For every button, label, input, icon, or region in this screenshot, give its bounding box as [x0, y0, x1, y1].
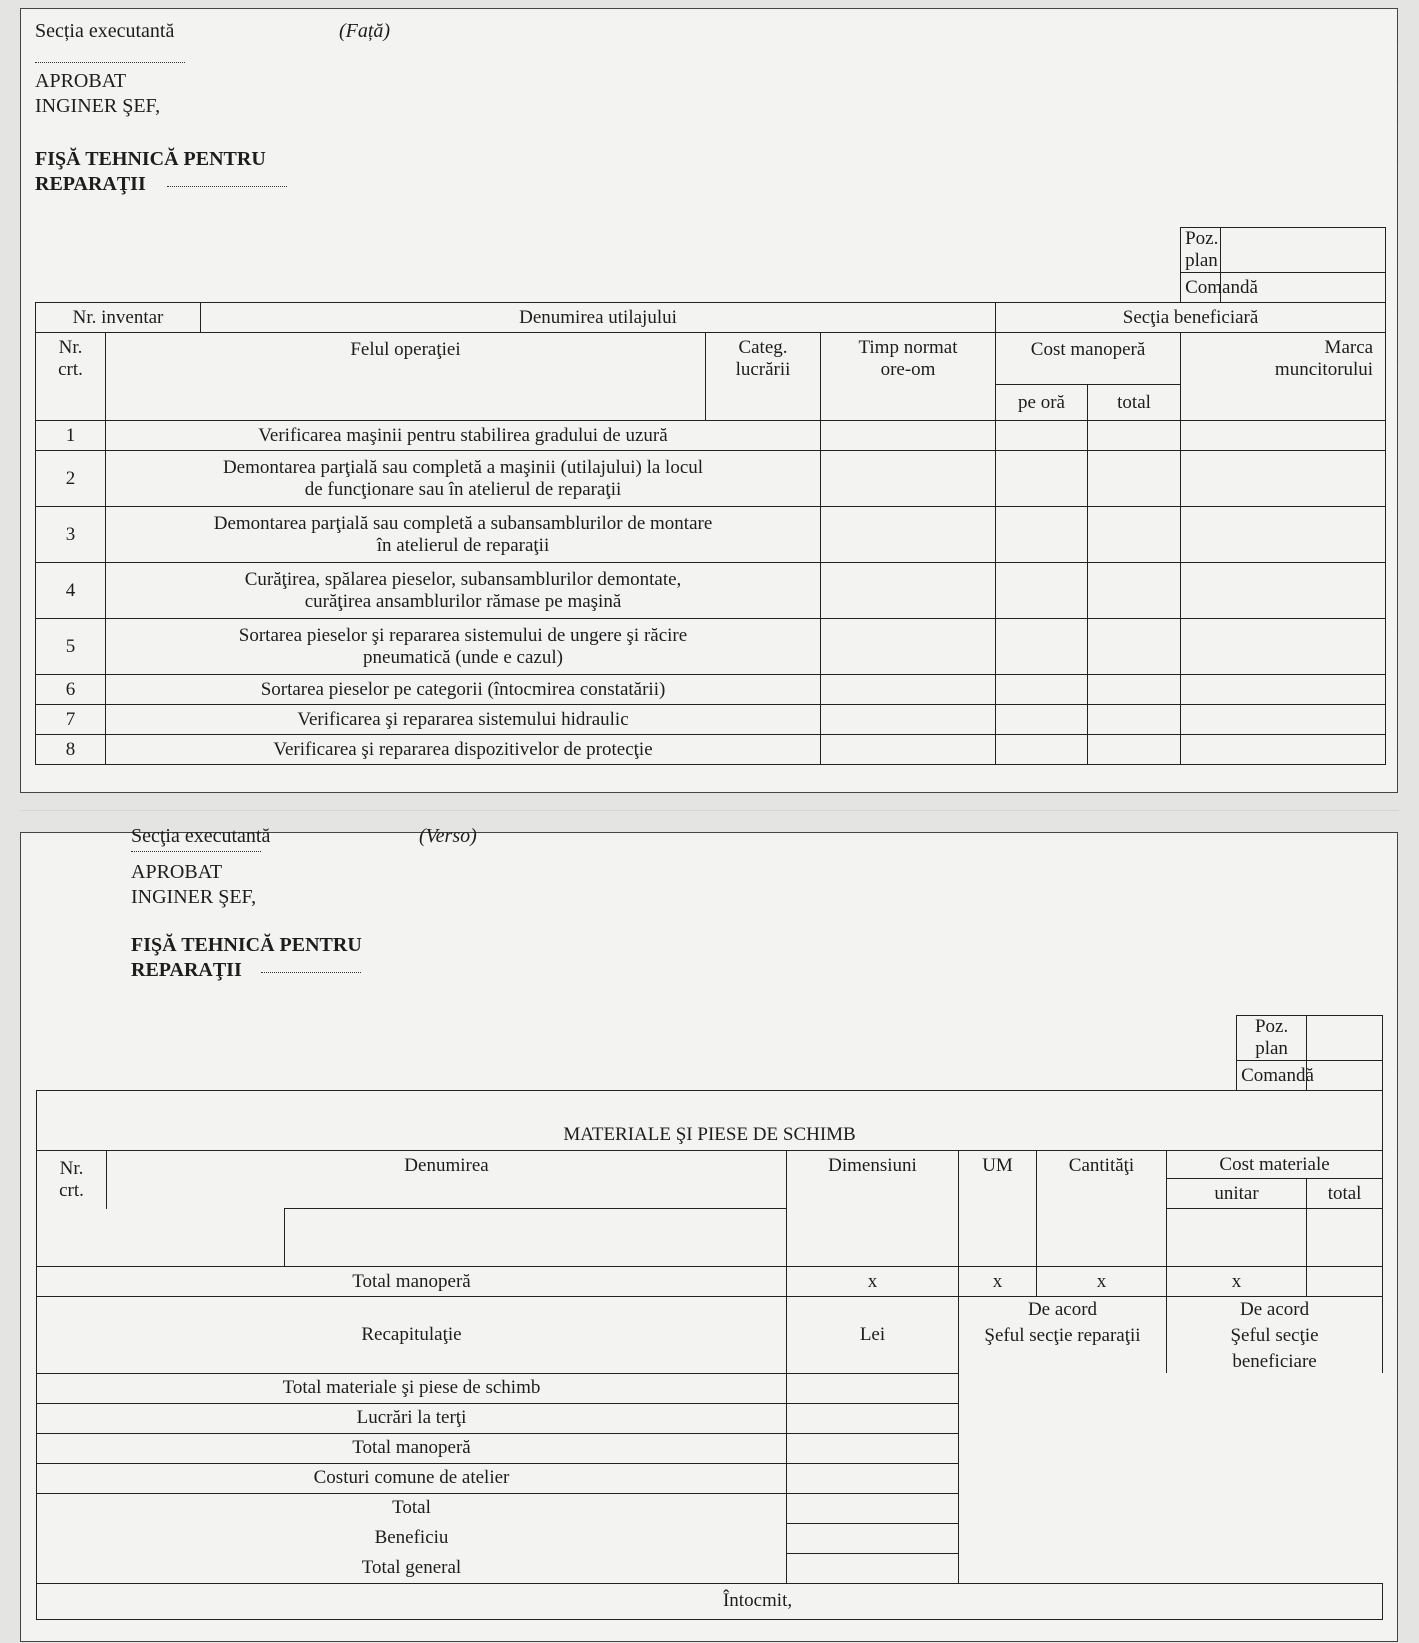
operation-nr: [36, 451, 106, 507]
operation-nr-text: 6: [65, 678, 76, 700]
operation-description: [106, 421, 821, 451]
materials-table: [36, 1015, 1383, 1620]
categ-text: Categ.: [738, 336, 788, 358]
timp-cell: [821, 619, 996, 675]
de-acord-reparatii: [959, 1297, 1167, 1374]
form-title-line1: FIŞĂ TEHNICĂ PENTRU: [35, 148, 266, 170]
col-felul-operatiei: [106, 333, 706, 385]
operation-line1: Sortarea pieselor şi repararea sistemului de ungere şi răcire: [238, 624, 688, 646]
nr-inventar-label: [36, 303, 201, 333]
col-total-back: [1307, 1179, 1383, 1209]
operations-table: [35, 227, 1386, 765]
denumire-utilaj-label: [201, 303, 996, 333]
total-manopera-row: [37, 1267, 787, 1297]
operations-rows: [36, 421, 1386, 765]
col-marca: [1181, 333, 1386, 385]
lei-text: Lei: [859, 1323, 886, 1345]
operation-nr: [36, 507, 106, 563]
muncitorului-text: muncitorului: [1274, 358, 1374, 380]
recap-label: [37, 1403, 787, 1433]
operation-row: [36, 619, 1386, 675]
denumirea-text: Denumirea: [404, 1155, 489, 1176]
operation-nr: [36, 675, 106, 705]
x-text: x: [1231, 1270, 1242, 1292]
cantitati-text: Cantităţi: [1068, 1155, 1135, 1176]
recap-value: [787, 1553, 959, 1583]
operation-description: [106, 705, 821, 735]
recap-row: [37, 1433, 1383, 1463]
marca-cell: [1181, 507, 1386, 563]
pe-ora-cell: [996, 507, 1088, 563]
timp-cell: [821, 735, 996, 765]
sectia-blank-back: [131, 851, 261, 852]
nr-inventar-text: Nr. inventar: [72, 306, 164, 328]
material-row-blank: [285, 1209, 787, 1267]
um-text: UM: [982, 1155, 1013, 1176]
side-label-back: (Verso): [419, 825, 477, 847]
aprobat-label: APROBAT: [35, 70, 127, 92]
timp-cell: [821, 563, 996, 619]
operation-description: [106, 563, 821, 619]
comanda-text-back: Comandă: [1241, 1064, 1314, 1086]
operation-nr-text: 5: [65, 635, 76, 657]
col-cost-manopera: [996, 333, 1181, 385]
recap-label-text: Lucrări la terţi: [356, 1407, 467, 1428]
timp-text: Timp normat: [858, 336, 958, 358]
header-cell: [106, 385, 706, 421]
top-spacer-back: [37, 1016, 1237, 1061]
pe-ora-cell: [996, 451, 1088, 507]
total-cell: [1088, 735, 1181, 765]
nr-text: Nr.: [58, 336, 83, 358]
header-cell: [706, 385, 821, 421]
comanda-value-back: [1307, 1061, 1383, 1091]
marca-cell: [1181, 675, 1386, 705]
total-cell: [1088, 705, 1181, 735]
pe-ora-cell: [996, 619, 1088, 675]
operation-row: [36, 563, 1386, 619]
intocmit-text: Întocmit,: [722, 1590, 793, 1611]
operation-row: [36, 675, 1386, 705]
x-text: x: [992, 1270, 1003, 1292]
recap-label: [37, 1463, 787, 1493]
total-cell: [1088, 675, 1181, 705]
material-row-blank: [959, 1209, 1037, 1267]
timp-cell: [821, 421, 996, 451]
operation-row: [36, 451, 1386, 507]
sectia-blank: [35, 62, 185, 63]
sectia-beneficiara-text: Secţia beneficiară: [1122, 306, 1259, 328]
timp-cell: [821, 507, 996, 563]
operation-row: [36, 421, 1386, 451]
timp-cell: [821, 675, 996, 705]
sef-beneficiare-text: Şeful secţie: [1230, 1325, 1319, 1346]
operation-line2: în atelierul de reparaţii: [376, 534, 550, 556]
form-back-panel: [20, 825, 1398, 1642]
material-row-blank: [1167, 1209, 1307, 1267]
top-spacer-back-2: [37, 1061, 1237, 1091]
comanda-label: [1181, 273, 1258, 303]
pe-ora-text: pe oră: [1018, 391, 1065, 413]
total-manopera-text: Total manoperă: [352, 1270, 471, 1292]
side-label: (Față): [339, 20, 391, 42]
recap-row: [37, 1493, 1383, 1523]
col-timp-normat: [821, 333, 996, 385]
recap-heading: [37, 1297, 787, 1374]
recap-row: [37, 1463, 1383, 1493]
lei-heading: [787, 1297, 959, 1374]
intocmit-row: [37, 1583, 1383, 1619]
recap-value: [787, 1403, 959, 1433]
cost-materiale-text: Cost materiale: [1219, 1153, 1330, 1175]
recap-value: [787, 1493, 959, 1523]
x-text: x: [867, 1270, 878, 1292]
operation-description: [106, 507, 821, 563]
operation-nr-text: 7: [65, 708, 76, 730]
marca-text: Marca: [1324, 336, 1374, 358]
form-title-back-line2: REPARAŢII: [131, 959, 242, 981]
aprobat-label-back: APROBAT: [131, 861, 223, 883]
reparatii-blank: [167, 186, 287, 187]
top-spacer-2: [36, 273, 1181, 303]
total-cell: [1088, 563, 1181, 619]
header-cell: [821, 385, 996, 421]
empty-cell: [1307, 1267, 1383, 1297]
form-front-panel: [20, 8, 1398, 793]
operation-nr-text: 8: [65, 738, 76, 760]
de-acord-beneficiare: [1167, 1297, 1383, 1374]
operation-row: [36, 735, 1386, 765]
cost-text: Cost manoperă: [1030, 339, 1146, 360]
recap-value: [787, 1463, 959, 1493]
recap-label: [37, 1433, 787, 1463]
recap-value: [787, 1373, 959, 1403]
form-title-line2: REPARAŢII: [35, 173, 146, 195]
top-spacer: [36, 228, 1181, 273]
col-dimensiuni: [787, 1151, 959, 1209]
operation-description: [106, 675, 821, 705]
operation-nr: [36, 563, 106, 619]
sectia-beneficiara-label: [996, 303, 1386, 333]
material-row-blank: [37, 1209, 285, 1267]
material-row-blank: [787, 1209, 959, 1267]
poz-plan-label-back: [1237, 1016, 1307, 1061]
recap-label-text: Costuri comune de atelier: [313, 1467, 510, 1488]
recap-label: [37, 1493, 787, 1523]
total-text: total: [1117, 391, 1151, 413]
operation-nr: [36, 421, 106, 451]
material-row-blank: [1037, 1209, 1167, 1267]
operation-nr-text: 4: [65, 579, 76, 601]
recap-label: [37, 1523, 787, 1553]
sectia-executanta-label: Secția executantă: [35, 20, 175, 42]
reparatii-blank-back: [261, 972, 361, 973]
operation-line2: pneumatică (unde e cazul): [363, 646, 563, 668]
col-um: [959, 1151, 1037, 1209]
recap-label-text: Total general: [361, 1556, 462, 1578]
recap-row: [37, 1403, 1383, 1433]
beneficiare-text: beneficiare: [1232, 1351, 1317, 1372]
operation-description: [106, 735, 821, 765]
operation-line1: Verificarea şi repararea dispozitivelor de protecţie: [273, 738, 653, 760]
sectia-executanta-label-back: Secţia executantă: [131, 825, 271, 847]
total-cell: [1088, 451, 1181, 507]
operation-nr-text: 3: [65, 523, 76, 545]
marca-cell: [1181, 735, 1386, 765]
operation-line1: Curăţirea, spălarea pieselor, subansamblurilor demontate,: [244, 568, 682, 590]
poz-plan-text: Poz. plan: [1185, 228, 1219, 271]
x-mark: [1167, 1267, 1307, 1297]
operation-description: [106, 619, 821, 675]
timp-cell: [821, 451, 996, 507]
recap-row: [37, 1523, 1383, 1553]
inginer-sef-label-back: INGINER ŞEF,: [131, 886, 257, 908]
unitar-text: unitar: [1214, 1182, 1259, 1204]
recap-text: Recapitulaţie: [361, 1323, 462, 1345]
header-cell: [1181, 385, 1386, 421]
poz-plan-value: [1221, 228, 1386, 273]
x-mark: [959, 1267, 1037, 1297]
recap-label: [37, 1553, 787, 1583]
operation-nr: [36, 705, 106, 735]
recap-row: [37, 1553, 1383, 1583]
marca-cell: [1181, 563, 1386, 619]
marca-cell: [1181, 705, 1386, 735]
total-cell: [1088, 619, 1181, 675]
col-categ: [706, 333, 821, 385]
form-title-back-line1: FIŞĂ TEHNICĂ PENTRU: [131, 934, 362, 956]
ore-om-text: ore-om: [880, 358, 936, 380]
pe-ora-cell: [996, 675, 1088, 705]
recap-row: [37, 1373, 1383, 1403]
total-cell: [1088, 507, 1181, 563]
col-nr-crt-back: [37, 1151, 107, 1209]
pe-ora-cell: [996, 421, 1088, 451]
marca-cell: [1181, 451, 1386, 507]
marca-cell: [1181, 619, 1386, 675]
recap-label-text: Total materiale şi piese de schimb: [282, 1377, 541, 1398]
recap-rows: [37, 1373, 1383, 1583]
col-pe-ora: [996, 385, 1088, 421]
pe-ora-cell: [996, 705, 1088, 735]
de-acord-text: De acord: [1239, 1299, 1310, 1320]
x-text: x: [1096, 1270, 1107, 1292]
operation-line1: Sortarea pieselor pe categorii (întocmirea constatării): [260, 678, 666, 700]
comanda-label-back: [1237, 1061, 1314, 1091]
col-total: [1088, 385, 1181, 421]
materiale-heading: [37, 1091, 1383, 1151]
crt-text: crt.: [58, 358, 83, 380]
recap-value: [787, 1433, 959, 1463]
lucrarii-text: lucrării: [735, 358, 791, 380]
recap-label-text: Total: [392, 1497, 431, 1519]
poz-plan-label: [1181, 228, 1221, 273]
operation-line1: Verificarea maşinii pentru stabilirea gradului de uzură: [258, 424, 668, 446]
de-acord-text: De acord: [1027, 1299, 1098, 1320]
operation-nr: [36, 619, 106, 675]
x-mark: [1037, 1267, 1167, 1297]
operation-nr: [36, 735, 106, 765]
dimensiuni-text: Dimensiuni: [828, 1155, 917, 1176]
col-cost-materiale: [1167, 1151, 1383, 1179]
col-cantitati: [1037, 1151, 1167, 1209]
operation-line1: Verificarea şi repararea sistemului hidraulic: [297, 708, 629, 730]
operation-nr-text: 2: [65, 467, 76, 489]
operation-description: [106, 451, 821, 507]
operation-line1: Demontarea parţială sau completă a subansamblurilor de montare: [213, 512, 713, 534]
pe-ora-cell: [996, 563, 1088, 619]
col-denumirea: [107, 1151, 787, 1209]
header-cell: [36, 385, 106, 421]
operation-line2: curăţirea ansamblurilor rămase pe maşină: [304, 590, 622, 612]
crt-text-back: crt.: [59, 1179, 84, 1201]
x-mark: [787, 1267, 959, 1297]
felul-text: Felul operaţiei: [350, 339, 461, 360]
poz-plan-text-back: Poz. plan: [1254, 1016, 1289, 1059]
operation-line1: Demontarea parţială sau completă a maşinii (utilajului) la locul: [222, 456, 704, 478]
pe-ora-cell: [996, 735, 1088, 765]
operation-row: [36, 507, 1386, 563]
total-cell: [1088, 421, 1181, 451]
total-text-back: total: [1327, 1182, 1362, 1204]
sef-reparatii-text: Şeful secţie reparaţii: [984, 1325, 1141, 1346]
operation-row: [36, 705, 1386, 735]
recap-label-text: Total manoperă: [352, 1437, 471, 1458]
nr-text-back: Nr.: [59, 1157, 84, 1179]
recap-label: [37, 1373, 787, 1403]
recap-value: [787, 1523, 959, 1553]
timp-cell: [821, 705, 996, 735]
denumire-utilaj-text: Denumirea utilajului: [519, 306, 677, 328]
recap-label-text: Beneficiu: [374, 1527, 449, 1548]
materiale-text: MATERIALE ŞI PIESE DE SCHIMB: [563, 1124, 856, 1145]
col-unitar: [1167, 1179, 1307, 1209]
poz-plan-value-back: [1307, 1016, 1383, 1061]
material-row-blank: [1307, 1209, 1383, 1267]
marca-cell: [1181, 421, 1386, 451]
comanda-text: Comandă: [1185, 276, 1258, 298]
inginer-sef-label: INGINER ŞEF,: [35, 95, 161, 117]
operation-line2: de funcţionare sau în atelierul de reparaţii: [304, 478, 622, 500]
operation-nr-text: 1: [65, 424, 76, 446]
col-nr-crt: [36, 333, 106, 385]
